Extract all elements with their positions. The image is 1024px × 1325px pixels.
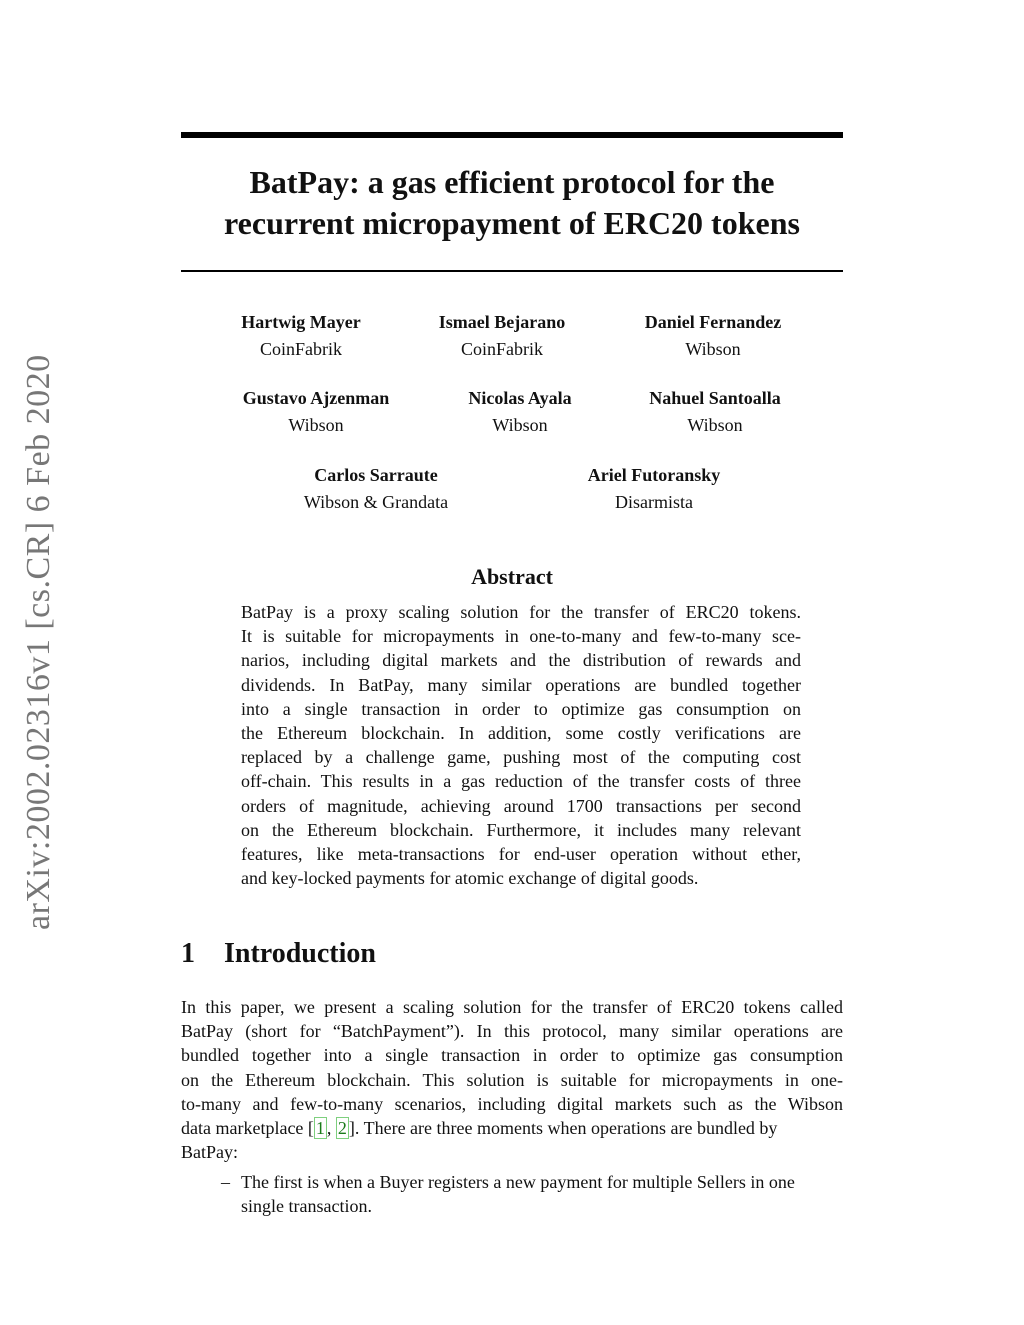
intro-text: data marketplace [ (181, 1118, 314, 1139)
abstract-line: BatPay is a proxy scaling solution for the transfer of ERC20 tokens. (241, 602, 801, 622)
author-affiliation: CoinFabrik (259, 339, 342, 359)
abstract-line: dividends. In BatPay, many similar operations are bundled together (241, 674, 801, 695)
abstract-line: the Ethereum blockchain. In addition, some costly verifications are (241, 723, 801, 744)
intro-text: ]. There are three moments when operations are bundled by (348, 1118, 778, 1139)
section-heading-introduction (181, 937, 376, 971)
intro-line: BatPay: (181, 1142, 238, 1163)
author-name: Ariel Futoransky (587, 465, 721, 485)
author-affiliation: Wibson & Grandata (303, 492, 449, 512)
intro-line: In this paper, we present a scaling solution for the transfer of ERC20 tokens called (181, 997, 843, 1017)
author-name: Carlos Sarraute (314, 465, 438, 485)
author-affiliation: Wibson (687, 415, 743, 435)
abstract-line: and key-locked payments for atomic exchange of digital goods. (241, 868, 699, 889)
title-top-rule (181, 132, 843, 138)
author-affiliation: Wibson (492, 415, 548, 435)
abstract-line: It is suitable for micropayments in one-to-many and few-to-many sce- (241, 626, 801, 647)
abstract-body (241, 600, 801, 890)
section-number: 1 (181, 938, 195, 969)
paper-title-line-2: recurrent micropayment of ERC20 tokens (224, 205, 800, 241)
author-name: Ismael Bejarano (438, 312, 566, 332)
list-item-line: single transaction. (241, 1196, 372, 1217)
bullet-dash: – (221, 1172, 230, 1192)
author-affiliation: Wibson (288, 415, 344, 435)
intro-line: on the Ethereum blockchain. This solution is suitable for micropayments in one- (181, 1069, 843, 1090)
introduction-paragraph (181, 995, 843, 1164)
abstract-heading: Abstract (471, 564, 553, 589)
paper-title (181, 162, 843, 244)
author-name: Nahuel Santoalla (649, 388, 781, 408)
abstract-line: into a single transaction in order to optimize gas consumption on (241, 698, 801, 719)
author-name: Gustavo Ajzenman (242, 388, 390, 408)
section-title: Introduction (224, 938, 376, 969)
citation-link[interactable]: 2 (337, 1118, 347, 1139)
author-affiliation: CoinFabrik (460, 339, 543, 359)
author-name: Hartwig Mayer (241, 312, 361, 332)
abstract-line: on the Ethereum blockchain. Furthermore, it includes many relevant (241, 819, 801, 840)
abstract-line: features, like meta-transactions for end-user operation without ether, (241, 844, 801, 865)
author-block (524, 463, 784, 514)
author-name: Nicolas Ayala (468, 388, 572, 408)
author-block (246, 463, 506, 514)
author-affiliation: Disarmista (615, 492, 693, 512)
author-affiliation: Wibson (685, 339, 741, 359)
abstract-line: off-chain. This results in a gas reduction of the transfer costs of three (241, 771, 801, 792)
intro-line-with-citations (181, 1116, 843, 1140)
citation-link[interactable]: 1 (315, 1118, 325, 1139)
arxiv-identifier: arXiv:2002.02316v1 [cs.CR] 6 Feb 2020 (20, 354, 57, 930)
abstract-line: narios, including digital markets and the distribution of rewards and (241, 650, 801, 671)
author-block (585, 386, 845, 437)
intro-line: to-many and few-to-many scenarios, including digital markets such as the Wibson (181, 1093, 843, 1114)
citation-separator: , (326, 1118, 336, 1139)
abstract-line: replaced by a challenge game, pushing most of the computing cost (241, 747, 801, 768)
list-item-line: The first is when a Buyer registers a new payment for multiple Sellers in one (241, 1172, 795, 1192)
author-name: Daniel Fernandez (644, 312, 782, 332)
intro-line: BatPay (short for “BatchPayment”). In this protocol, many similar operations are (181, 1021, 843, 1042)
abstract-line: orders of magnitude, achieving around 1700 transactions per second (241, 795, 801, 816)
intro-line: bundled together into a single transaction in order to optimize gas consumption (181, 1045, 843, 1066)
list-item-text (241, 1170, 843, 1218)
paper-title-line-1: BatPay: a gas efficient protocol for the (249, 164, 775, 200)
title-bottom-rule (181, 270, 843, 272)
author-block (583, 310, 843, 361)
